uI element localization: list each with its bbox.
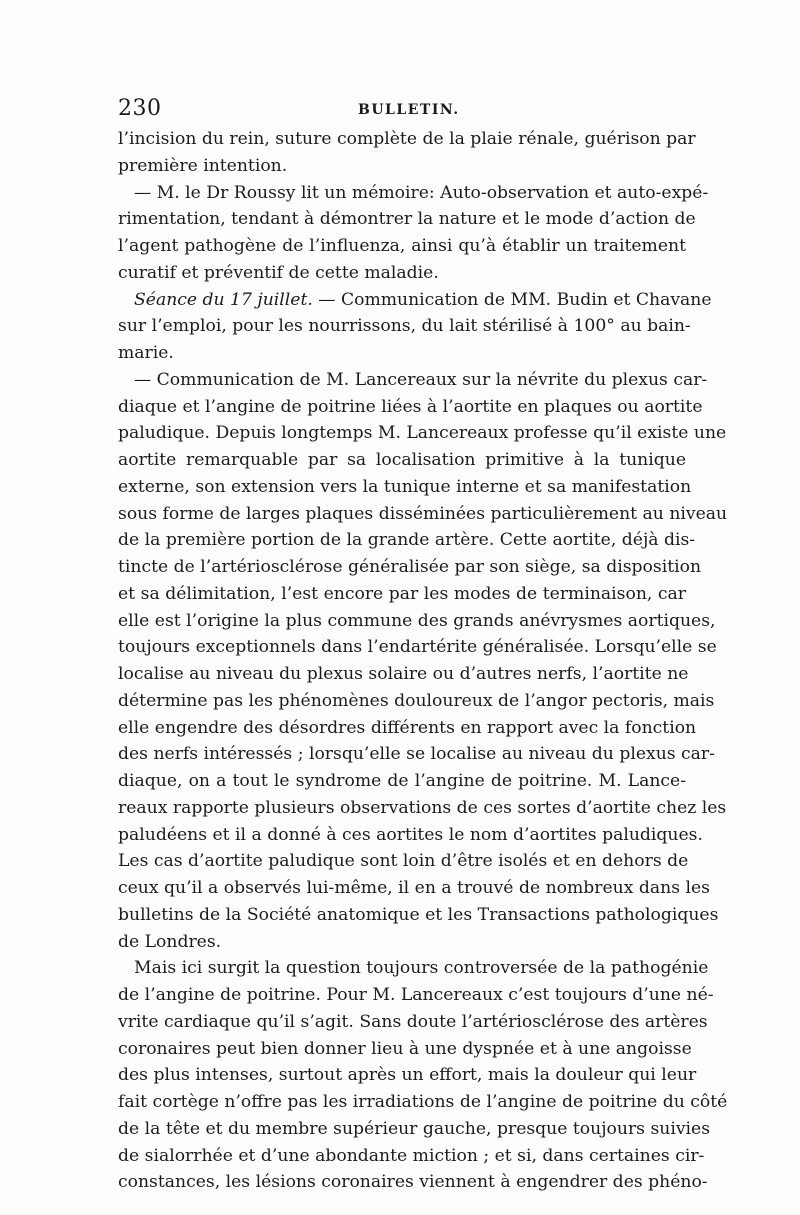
text-line: l’incision du rein, suture complète de la plaie rénale, guérison par [118,129,696,149]
text-line: constances, les lésions coronaires viennent à engendrer des phéno- [118,1172,708,1193]
text-line: de sialorrhée et d’une abondante miction ; et si, dans certaines cir- [118,1145,705,1166]
text-line: paludique. Depuis longtemps M. Lancereaux professe qu’il existe une [118,423,727,444]
text-line: — M. le Dr Roussy lit un mémoire: Auto-observation et auto-expé- [134,182,709,203]
text-line: sur l’emploi, pour les nourrissons, du lait stérilisé à 100° au bain- [118,316,691,337]
text-line: toujours exceptionnels dans l’endartérite généralisée. Lorsqu’elle se [118,637,717,658]
text-line: l’agent pathogène de l’influenza, ainsi qu’à établir un traitement [118,236,686,256]
body-text [118,126,728,1196]
text-line: marie. [118,343,174,363]
text-line: tincte de l’artériosclérose généralisée par son siège, sa disposition [118,557,702,577]
text-line: elle est l’origine la plus commune des grands anévrysmes aortiques, [118,610,716,631]
text-line: coronaires peut bien donner lieu à une dyspnée et à une angoisse [118,1038,692,1059]
text-line: et sa délimitation, l’est encore par les modes de terminaison, car [118,583,686,604]
page-number: 230 [118,96,162,121]
text-line: fait cortège n’offre pas les irradiations de l’angine de poitrine du côté [118,1092,728,1112]
text-line: localise au niveau du plexus solaire ou d’autres nerfs, l’aortite ne [118,664,689,684]
text-line: — Communication de M. Lancereaux sur la névrite du plexus car- [134,369,708,390]
text-line: de la première portion de la grande artère. Cette aortite, déjà dis- [118,530,696,551]
text-line: diaque et l’angine de poitrine liées à l’aortite en plaques ou aortite [118,396,703,417]
text-line: diaque, on a tout le syndrome de l’angine de poitrine. M. Lance- [118,771,686,791]
text-line: rimentation, tendant à démontrer la nature et le mode d’action de [118,209,696,230]
text-line: détermine pas les phénomènes douloureux de l’angor pectoris, mais [118,690,715,711]
text-line: curatif et préventif de cette maladie. [118,262,439,283]
text-line: des nerfs intéressés ; lorsqu’elle se localise au niveau du plexus car- [118,744,715,765]
running-title: BULLETIN. [358,102,460,118]
text-line: Les cas d’aortite paludique sont loin d’être isolés et en dehors de [118,851,689,872]
page-header [118,96,686,126]
text-line: vrite cardiaque qu’il s’agit. Sans doute l’artériosclérose des artères [118,1011,708,1032]
text-line: de Londres. [118,931,222,952]
text-line: des plus intenses, surtout après un effort, mais la douleur qui leur [118,1065,697,1086]
text-line: Mais ici surgit la question toujours controversée de la pathogénie [134,958,709,979]
text-line: sous forme de larges plaques disséminées particulièrement au niveau [118,503,728,524]
text-line: reaux rapporte plusieurs observations de ces sortes d’aortite chez les [118,797,727,818]
text-line: elle engendre des désordres différents en rapport avec la fonction [118,717,697,738]
text-line: ceux qu’il a observés lui-même, il en a trouvé de nombreux dans les [118,878,711,898]
text-line: aortite remarquable par sa localisation primitive à la tunique [118,450,686,470]
text-line: externe, son extension vers la tunique interne et sa manifestation [118,476,692,497]
text-line: bulletins de la Société anatomique et les Transactions pathologiques [118,904,719,925]
session-heading-line: Séance du 17 juillet. — Communication de MM. Budin et Chavane [134,289,712,310]
text-line: de l’angine de poitrine. Pour M. Lancereaux c’est toujours d’une né- [118,985,714,1005]
text-line: première intention. [118,155,288,176]
session-date: Séance du 17 juillet. [134,289,319,310]
text-line: de la tête et du membre supérieur gauche, presque toujours suivies [118,1118,711,1139]
text-line: paludéens et il a donné à ces aortites le nom d’aortites paludiques. [118,824,703,845]
